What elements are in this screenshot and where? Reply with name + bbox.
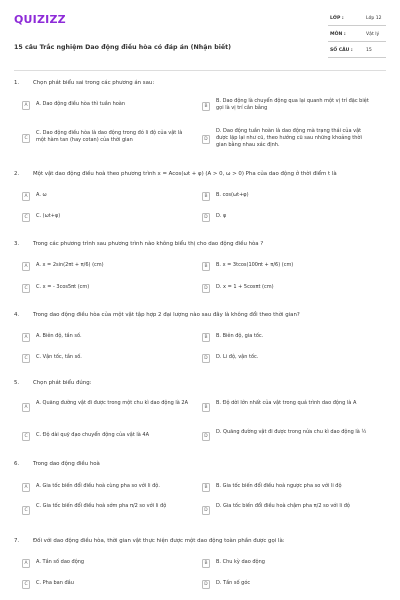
option-text: A. Tần số dao động [36, 559, 85, 565]
option-letter-box[interactable]: C [22, 134, 30, 143]
option-text: A. ω [36, 192, 47, 198]
option-letter-box[interactable]: B [202, 192, 210, 201]
question-text: Trong dao động điều hoà [33, 461, 100, 467]
option-letter-box[interactable]: D [202, 284, 210, 293]
option-text: D. Dao động tuần hoàn là dao động mà trạng thái của vật được lặp lại như cũ, theo hướng cũ sau những khoảng thời gian bằng nhau xác định. [216, 128, 362, 148]
option-text: B. Chu kỳ dao động [216, 559, 265, 565]
option-text: D. Li độ, vận tốc. [216, 354, 259, 360]
option-letter-box[interactable]: D [202, 135, 210, 144]
question-number: 7. [14, 538, 20, 544]
option-text: D. Tần số góc [216, 580, 251, 586]
option-letter-box[interactable]: D [202, 213, 210, 222]
meta-value-subject: Vật lý [366, 32, 380, 37]
option-text: B. Dao động là chuyển động qua lại quanh một vị trí đặc biệt gọi là vị trí cân bằng [216, 98, 369, 111]
option-text: B. Độ dời lớn nhất của vật trong quá trình dao động là A [216, 400, 357, 406]
option-text: C. Độ dài quỹ đạo chuyển động của vật là 4A [36, 432, 150, 438]
option-text: D. x = 1 + 5cosπt (cm) [216, 284, 274, 290]
question-number: 3. [14, 241, 20, 247]
worksheet-title: 15 câu Trắc nghiệm Dao động điều hòa có đáp án (Nhận biết) [14, 44, 232, 51]
meta-row-count [328, 45, 386, 58]
option-letter-box[interactable]: A [22, 483, 30, 492]
meta-label-class: LỚP : [330, 16, 344, 21]
question-number: 5. [14, 380, 20, 386]
option-letter-box[interactable]: B [202, 102, 210, 111]
option-text: A. x = 2sin(2πt + π/6) (cm) [36, 262, 104, 268]
meta-row-class [328, 13, 386, 26]
option-text: B. x = 3tcos(100πt + π/6) (cm) [216, 262, 294, 268]
meta-label-count: SỐ CÂU : [330, 48, 353, 53]
option-text: D. φ [216, 213, 227, 219]
question-text: Đối với dao động điều hòa, thời gian vật thực hiện được một dao động toàn phần được gọi là: [33, 538, 285, 544]
question-number: 4. [14, 312, 20, 318]
question-number: 1. [14, 80, 20, 86]
meta-row-subject [328, 29, 386, 42]
option-letter-box[interactable]: D [202, 354, 210, 363]
option-letter-box[interactable]: C [22, 580, 30, 589]
option-letter-box[interactable]: B [202, 333, 210, 342]
option-letter-box[interactable]: A [22, 333, 30, 342]
option-letter-box[interactable]: A [22, 559, 30, 568]
question-text: Trong các phương trình sau phương trình nào không biểu thị cho dao động điều hòa ? [33, 241, 264, 247]
header-divider [14, 70, 386, 71]
option-letter-box[interactable]: D [202, 580, 210, 589]
option-text: C. Dao động điều hòa là dao động trong đó li độ của vật là một hàm tan (hay cotan) của thời gian [36, 130, 183, 143]
option-text: A. Biên độ, tần số. [36, 333, 82, 339]
option-letter-box[interactable]: B [202, 559, 210, 568]
option-text: C. Gia tốc biến đổi điều hoà sớm pha π/2 so với li độ [36, 503, 167, 509]
meta-value-count: 15 [366, 48, 372, 53]
question-number: 6. [14, 461, 20, 467]
option-text: A. Gia tốc biến đổi điều hoà cùng pha so với li độ. [36, 483, 160, 489]
option-text: B. Gia tốc biến đổi điều hoà ngược pha so với li độ [216, 483, 342, 489]
option-letter-box[interactable]: B [202, 262, 210, 271]
quizizz-logo: QUIZIZZ [14, 13, 66, 26]
meta-label-subject: MÔN : [330, 32, 346, 37]
question-text: Chọn phát biểu đúng: [33, 380, 92, 386]
option-letter-box[interactable]: C [22, 213, 30, 222]
option-letter-box[interactable]: D [202, 432, 210, 441]
option-text: A. Quãng đường vật đi được trong một chu kì dao động là 2A [36, 400, 189, 406]
option-text: B. cos(ωt+φ) [216, 192, 249, 198]
option-text: C. Vận tốc, tần số. [36, 354, 82, 360]
worksheet-header [14, 13, 386, 65]
option-letter-box[interactable]: A [22, 262, 30, 271]
option-letter-box[interactable]: B [202, 403, 210, 412]
meta-panel [328, 13, 386, 61]
question-text: Chọn phát biểu sai trong các phương án sau: [33, 80, 155, 86]
question-text: Trong dao động điều hòa của một vật tập hợp 2 đại lượng nào sau đây là không đổi theo thời gian? [33, 312, 300, 318]
option-letter-box[interactable]: D [202, 506, 210, 515]
option-letter-box[interactable]: C [22, 506, 30, 515]
question-number: 2. [14, 171, 20, 177]
option-letter-box[interactable]: C [22, 284, 30, 293]
option-text: D. Quãng đường vật đi được trong nửa chu kì dao động là ½ [216, 429, 367, 435]
option-letter-box[interactable]: A [22, 101, 30, 110]
option-text: B. Biên độ, gia tốc. [216, 333, 264, 339]
option-letter-box[interactable]: A [22, 192, 30, 201]
meta-value-class: Lớp 12 [366, 16, 382, 21]
option-text: A. Dao động điều hòa thì tuần hoàn [36, 101, 126, 107]
option-text: C. (ωt+φ) [36, 213, 61, 219]
option-text: D. Gia tốc biến đổi điều hoà chậm pha π/2 so với li độ [216, 503, 350, 509]
option-letter-box[interactable]: C [22, 432, 30, 441]
option-text: C. Pha ban đầu [36, 580, 74, 586]
option-letter-box[interactable]: B [202, 483, 210, 492]
option-text: C. x = - 3cos5πt (cm) [36, 284, 90, 290]
option-letter-box[interactable]: C [22, 354, 30, 363]
option-letter-box[interactable]: A [22, 403, 30, 412]
question-text: Một vật dao động điều hoà theo phương trình x = Acos(ωt + φ) (A > 0, ω > 0) Pha của dao động ở thời điểm t là [33, 171, 337, 177]
